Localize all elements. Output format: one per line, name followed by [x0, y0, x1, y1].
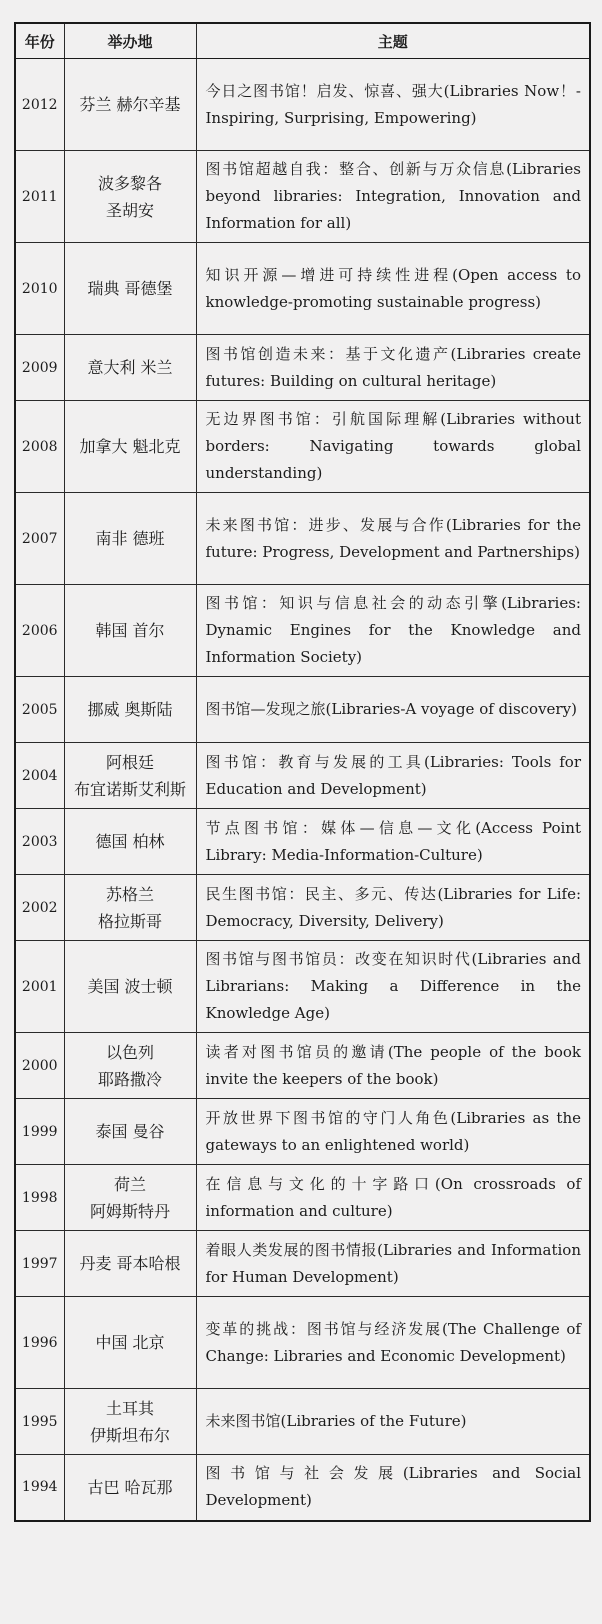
cell-host: 波多黎各 圣胡安 [64, 151, 196, 243]
cell-host: 意大利 米兰 [64, 335, 196, 401]
cell-theme: 知识开源—增进可持续性进程(Open access to knowledge-promoting sustainable progress) [196, 243, 590, 335]
table-row [15, 1231, 590, 1297]
table-row [15, 1033, 590, 1099]
table-row [15, 401, 590, 493]
header-host: 举办地 [64, 23, 196, 59]
cell-year: 2005 [15, 677, 64, 743]
cell-host: 以色列 耶路撒冷 [64, 1033, 196, 1099]
table-row [15, 1099, 590, 1165]
cell-year: 2003 [15, 809, 64, 875]
cell-year: 2009 [15, 335, 64, 401]
cell-host: 中国 北京 [64, 1297, 196, 1389]
cell-year: 2001 [15, 941, 64, 1033]
cell-year: 1998 [15, 1165, 64, 1231]
cell-theme: 读者对图书馆员的邀请(The people of the book invite the keepers of the book) [196, 1033, 590, 1099]
cell-year: 1996 [15, 1297, 64, 1389]
conference-table-wrapper [14, 22, 589, 1522]
table-row [15, 875, 590, 941]
cell-theme: 今日之图书馆！启发、惊喜、强大(Libraries Now！-Inspiring, Surprising, Empowering) [196, 59, 590, 151]
cell-year: 2010 [15, 243, 64, 335]
header-row [15, 23, 590, 59]
cell-host: 德国 柏林 [64, 809, 196, 875]
table-row [15, 743, 590, 809]
cell-theme: 图书馆与社会发展(Libraries and Social Development) [196, 1455, 590, 1521]
cell-year: 1997 [15, 1231, 64, 1297]
table-row [15, 59, 590, 151]
cell-year: 1995 [15, 1389, 64, 1455]
cell-year: 2004 [15, 743, 64, 809]
table-row [15, 677, 590, 743]
cell-theme: 无边界图书馆：引航国际理解(Libraries without borders: Navigating towards global understanding) [196, 401, 590, 493]
cell-host: 土耳其 伊斯坦布尔 [64, 1389, 196, 1455]
table-row [15, 809, 590, 875]
cell-year: 2000 [15, 1033, 64, 1099]
cell-theme: 变革的挑战：图书馆与经济发展(The Challenge of Change: Libraries and Economic Development) [196, 1297, 590, 1389]
header-year: 年份 [15, 23, 64, 59]
cell-year: 2006 [15, 585, 64, 677]
table-row [15, 1297, 590, 1389]
table-body [15, 59, 590, 1521]
cell-year: 1994 [15, 1455, 64, 1521]
cell-host: 泰国 曼谷 [64, 1099, 196, 1165]
cell-year: 2002 [15, 875, 64, 941]
cell-theme: 在信息与文化的十字路口(On crossroads of information and culture) [196, 1165, 590, 1231]
table-row [15, 493, 590, 585]
cell-theme: 图书馆—发现之旅(Libraries-A voyage of discovery) [196, 677, 590, 743]
cell-theme: 节点图书馆：媒体—信息—文化(Access Point Library: Media-Information-Culture) [196, 809, 590, 875]
cell-host: 芬兰 赫尔辛基 [64, 59, 196, 151]
cell-host: 韩国 首尔 [64, 585, 196, 677]
cell-theme: 图书馆：教育与发展的工具(Libraries: Tools for Education and Development) [196, 743, 590, 809]
cell-theme: 开放世界下图书馆的守门人角色(Libraries as the gateways to an enlightened world) [196, 1099, 590, 1165]
table-row [15, 585, 590, 677]
cell-host: 美国 波士顿 [64, 941, 196, 1033]
cell-host: 丹麦 哥本哈根 [64, 1231, 196, 1297]
cell-host: 荷兰 阿姆斯特丹 [64, 1165, 196, 1231]
table-row [15, 1389, 590, 1455]
cell-theme: 未来图书馆：进步、发展与合作(Libraries for the future: Progress, Development and Partnerships) [196, 493, 590, 585]
conference-table [14, 22, 591, 1522]
table-row [15, 335, 590, 401]
header-theme: 主题 [196, 23, 590, 59]
table-row [15, 151, 590, 243]
cell-host: 瑞典 哥德堡 [64, 243, 196, 335]
table-row [15, 1455, 590, 1521]
table-row [15, 941, 590, 1033]
cell-theme: 着眼人类发展的图书情报(Libraries and Information for Human Development) [196, 1231, 590, 1297]
cell-year: 2007 [15, 493, 64, 585]
cell-theme: 图书馆创造未来：基于文化遗产(Libraries create futures: Building on cultural heritage) [196, 335, 590, 401]
cell-theme: 未来图书馆(Libraries of the Future) [196, 1389, 590, 1455]
table-row [15, 1165, 590, 1231]
cell-year: 1999 [15, 1099, 64, 1165]
cell-theme: 图书馆：知识与信息社会的动态引擎(Libraries: Dynamic Engines for the Knowledge and Information Society) [196, 585, 590, 677]
cell-host: 苏格兰 格拉斯哥 [64, 875, 196, 941]
cell-host: 阿根廷 布宜诺斯艾利斯 [64, 743, 196, 809]
cell-year: 2008 [15, 401, 64, 493]
cell-theme: 民生图书馆：民主、多元、传达(Libraries for Life: Democracy, Diversity, Delivery) [196, 875, 590, 941]
cell-host: 南非 德班 [64, 493, 196, 585]
cell-year: 2012 [15, 59, 64, 151]
cell-host: 挪威 奥斯陆 [64, 677, 196, 743]
table-row [15, 243, 590, 335]
cell-theme: 图书馆与图书馆员：改变在知识时代(Libraries and Librarians: Making a Difference in the Knowledge Age) [196, 941, 590, 1033]
cell-host: 古巴 哈瓦那 [64, 1455, 196, 1521]
cell-theme: 图书馆超越自我：整合、创新与万众信息(Libraries beyond libraries: Integration, Innovation and Information for all) [196, 151, 590, 243]
cell-year: 2011 [15, 151, 64, 243]
cell-host: 加拿大 魁北克 [64, 401, 196, 493]
